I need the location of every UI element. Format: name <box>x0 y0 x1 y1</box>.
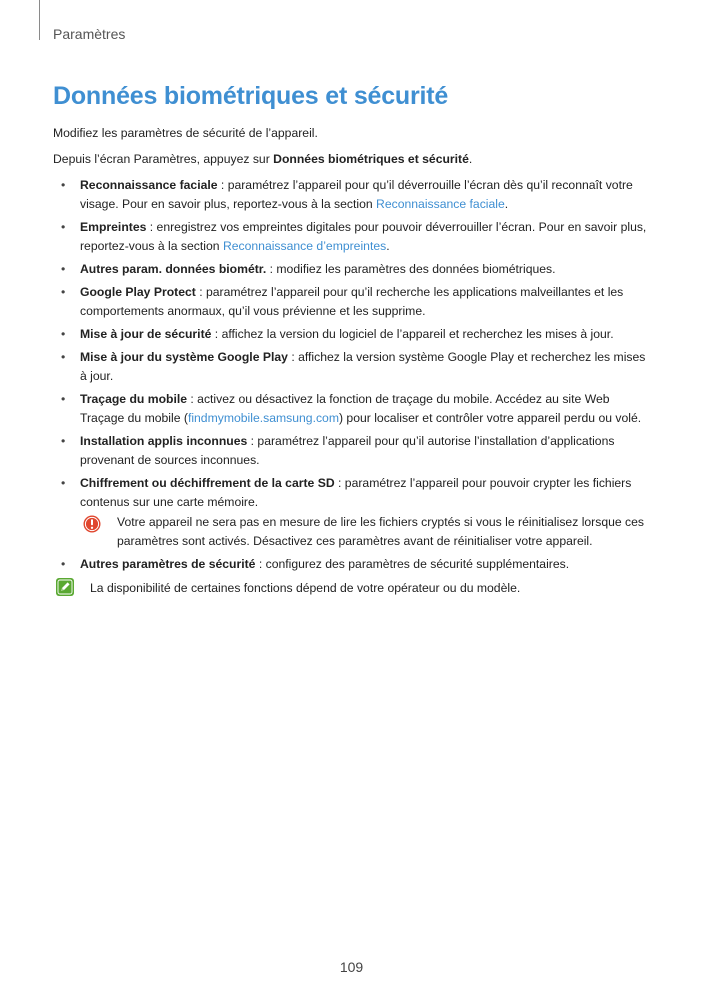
note-callout <box>53 579 651 598</box>
bullet: • <box>61 434 66 448</box>
warning-icon <box>83 515 101 533</box>
item-term: Google Play Protect <box>80 285 196 299</box>
bullet: • <box>61 557 66 571</box>
list-item-google-play-protect <box>53 283 651 321</box>
bullet: • <box>61 350 66 364</box>
section-header: Paramètres <box>53 26 126 42</box>
list-item-mise-a-jour-securite <box>53 325 651 344</box>
bullet: • <box>61 262 66 276</box>
page-number: 109 <box>339 959 364 975</box>
list-item-installation-applis <box>53 432 651 470</box>
bullet: • <box>61 327 66 341</box>
margin-rule <box>39 0 40 40</box>
warning-callout <box>80 513 651 551</box>
note-icon <box>55 577 75 597</box>
item-term: Chiffrement ou déchiffrement de la carte SD <box>80 476 335 490</box>
list-item-tracage-mobile: • Traçage du mobile : activez ou désactivez la fonction de traçage du mobile. Accédez au site Web Traçage du mobile (findmymobile.samsung.com) pour localiser et contrôler votre appareil perdu ou volé. <box>61 392 642 425</box>
page-title: Données biométriques et sécurité <box>53 82 449 110</box>
item-text: : paramétrez l’appareil pour pouvoir crypter les fichiers contenus sur une carte mémoire. <box>80 476 632 509</box>
bullet: • <box>61 285 66 299</box>
item-term: Autres paramètres de sécurité <box>80 557 256 571</box>
item-text: : enregistrez vos empreintes digitales pour pouvoir déverrouiller l’écran. Pour en savoir plus, reportez-vous à la section <box>80 220 647 253</box>
item-text: : configurez des paramètres de sécurité supplémentaires. <box>255 557 570 571</box>
intro-text: Modifiez les paramètres de sécurité de l’appareil. <box>53 126 318 140</box>
item-term: Mise à jour de sécurité <box>80 327 212 341</box>
list-item-reconnaissance-faciale: • Reconnaissance faciale : paramétrez l’appareil pour qu’il déverrouille l’écran dès qu’il reconnaît votre visage. Pour en savoir plus, reportez-vous à la section Reconnaissance faciale. <box>61 178 633 211</box>
list-item-autres-param-biometr <box>53 260 651 279</box>
item-text: : affichez la version du logiciel de l’appareil et recherchez les mises à jour. <box>211 327 614 341</box>
instruction-text: Depuis l’écran Paramètres, appuyez sur Données biométriques et sécurité. <box>53 152 473 166</box>
link-findmymobile[interactable]: findmymobile.samsung.com <box>187 411 339 425</box>
content <box>53 124 651 598</box>
item-term: Installation applis inconnues <box>80 434 248 448</box>
item-term: Autres param. données biométr. <box>80 262 267 276</box>
bullet: • <box>61 178 66 192</box>
list-item-mise-a-jour-google-play <box>53 348 651 386</box>
item-text: : affichez la version système Google Play et recherchez les mises à jour. <box>80 350 646 383</box>
item-term: Traçage du mobile <box>80 392 188 406</box>
warning-text: Votre appareil ne sera pas en mesure de lire les fichiers cryptés si vous le réinitialisez lorsque ces paramètres sont activés. Désactivez ces paramètres avant de réinitialiser votre appareil. <box>117 515 645 548</box>
item-term: Reconnaissance faciale <box>80 178 218 192</box>
bullet: • <box>61 476 66 490</box>
list-item-chiffrement-carte-sd <box>53 474 651 551</box>
item-text: : paramétrez l’appareil pour qu’il autorise l’installation d’applications provenant de sources inconnues. <box>80 434 615 467</box>
item-text: : activez ou désactivez la fonction de traçage du mobile. Accédez au site Web Traçage du mobile ( <box>80 392 610 425</box>
list-item-empreintes: • Empreintes : enregistrez vos empreintes digitales pour pouvoir déverrouiller l’écran. Pour en savoir plus, reportez-vous à la section Reconnaissance d’empreintes. <box>61 220 647 253</box>
link-reconnaissance-faciale[interactable]: Reconnaissance faciale <box>376 197 505 211</box>
bullet: • <box>61 220 66 234</box>
item-text: : modifiez les paramètres des données biométriques. <box>266 262 556 276</box>
item-term: Mise à jour du système Google Play <box>80 350 288 364</box>
item-text: : paramétrez l’appareil pour qu’il déverrouille l’écran dès qu’il reconnaît votre visage. Pour en savoir plus, reportez-vous à la section <box>80 178 633 211</box>
instruction-target: Données biométriques et sécurité <box>273 152 469 166</box>
bullet: • <box>61 392 66 406</box>
list-item-autres-param-securite <box>53 555 651 574</box>
settings-list <box>53 176 651 574</box>
item-term: Empreintes <box>80 220 147 234</box>
note-text: La disponibilité de certaines fonctions dépend de votre opérateur ou du modèle. <box>90 581 521 595</box>
link-reconnaissance-empreintes[interactable]: Reconnaissance d’empreintes <box>222 239 387 253</box>
item-text: : paramétrez l’appareil pour qu’il recherche les applications malveillantes et les comportements anormaux, qu’il vous prévienne et les supprime. <box>80 285 624 318</box>
